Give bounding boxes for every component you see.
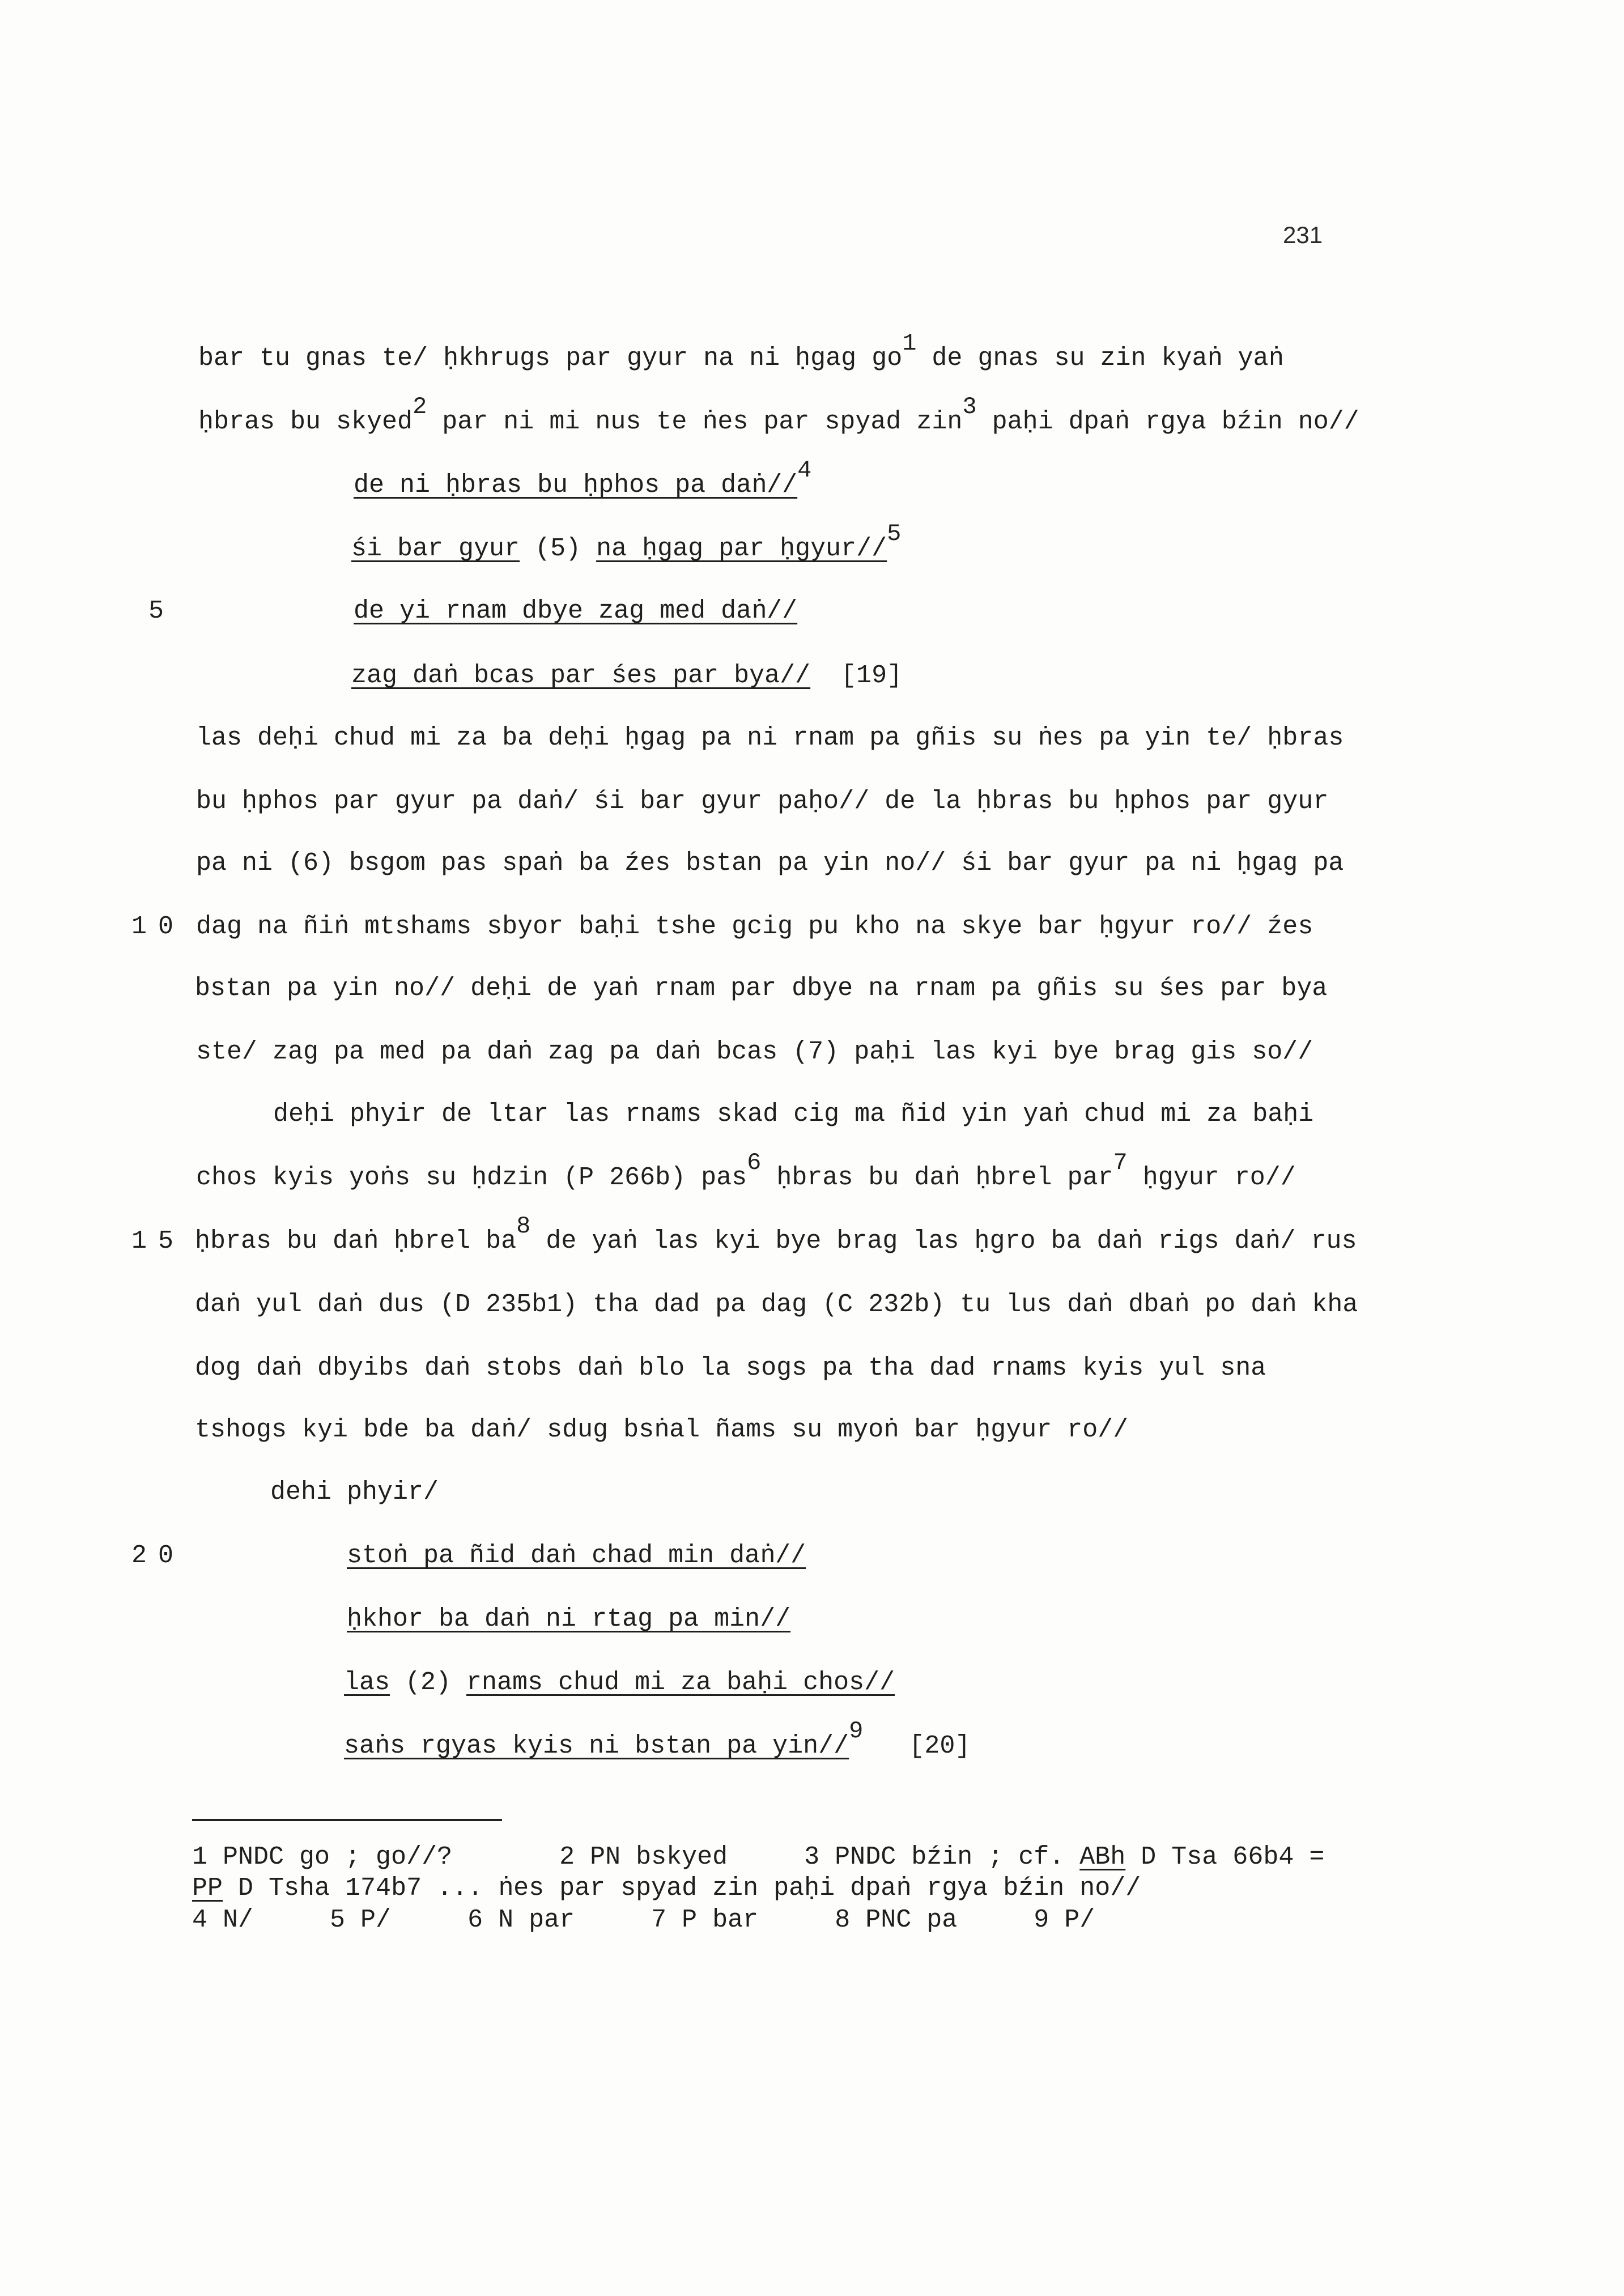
footnote-6: 6 N par — [467, 1906, 575, 1934]
text-segment: dehi phyir/ — [270, 1478, 439, 1507]
verse-text: las — [344, 1668, 390, 1697]
text-segment: ḥgyur ro// — [1127, 1163, 1296, 1192]
text-segment: deḥi phyir de ltar las rnams skad cig ma ñid yin yaṅ chud mi za baḥi — [273, 1100, 1314, 1129]
line-number: 5 — [148, 597, 164, 626]
page-reference: (2) — [405, 1668, 452, 1697]
verse-line — [347, 1540, 806, 1572]
footnote-line — [192, 1904, 1095, 1936]
text-segment: de gnas su zin kyaṅ yaṅ — [916, 344, 1284, 373]
footnote-3: 3 PNDC bźin ; cf. — [804, 1843, 1080, 1872]
text-segment: bstan pa yin no// deḥi de yaṅ rnam par dbye na rnam pa gñis su śes par bya — [195, 974, 1328, 1003]
text-segment: tshogs kyi bde ba daṅ/ sdug bsṅal ñams su myoṅ bar ḥgyur ro// — [195, 1415, 1129, 1444]
footnote-2: 2 PN bskyed — [559, 1843, 728, 1872]
verse-text: de yi rnam dbye zag med daṅ// — [354, 597, 798, 626]
footnote-line — [192, 1842, 1324, 1873]
verse-line — [344, 1717, 971, 1762]
prose-line — [196, 722, 1344, 754]
footnote-3-abbreviation: ABh — [1079, 1843, 1126, 1872]
text-segment: dag na ñiṅ mtshams sbyor baḥi tshe gcig pu kho na skye bar ḥgyur ro// źes — [196, 912, 1313, 941]
prose-line — [196, 1036, 1313, 1068]
footnote-8: 8 PNC pa — [835, 1906, 958, 1934]
footnote-mark: 4 — [797, 457, 812, 484]
prose-line — [195, 973, 1327, 1005]
line-number: 10 — [131, 912, 185, 941]
text-segment: bar tu gnas te/ ḥkhrugs par gyur na ni ḥgag go — [198, 344, 903, 373]
verse-text: de ni ḥbras bu ḥphos pa daṅ// — [354, 471, 798, 500]
text-segment: bu ḥphos par gyur pa daṅ/ śi bar gyur paḥo// de la ḥbras bu ḥphos par gyur — [196, 787, 1329, 816]
footnote-5: 5 P/ — [330, 1906, 392, 1934]
prose-line — [195, 1414, 1128, 1446]
text-segment: chos kyis yoṅs su ḥdzin (P 266b) pas — [196, 1163, 747, 1192]
text-segment: ḥbras bu daṅ ḥbrel par — [761, 1163, 1113, 1192]
text-segment: ḥbras bu skyed — [198, 407, 413, 436]
footnote-line — [192, 1873, 1141, 1904]
verse-line — [351, 520, 902, 565]
text-segment: pa ni (6) bsgom pas spaṅ ba źes bstan pa yin no// śi bar gyur pa ni ḥgag pa — [196, 849, 1344, 878]
footnote-mark: 9 — [849, 1717, 864, 1745]
line-number: 20 — [131, 1541, 185, 1570]
footnote-mark: 1 — [902, 330, 917, 357]
footnote-mark: 5 — [887, 520, 902, 547]
verse-text: stoṅ pa ñid daṅ chad min daṅ// — [347, 1541, 806, 1570]
footnote-mark: 6 — [747, 1149, 762, 1176]
footnote-rule — [192, 1819, 502, 1821]
paragraph-first-line — [270, 1477, 439, 1508]
page-number: 231 — [1283, 222, 1323, 248]
footnote-3: D Tsa 66b4 = — [1125, 1843, 1325, 1872]
text-segment: par ni mi nus te ṅes par spyad zin — [427, 407, 963, 436]
verse-text: śi bar gyur — [351, 534, 520, 563]
footnote-mark: 8 — [516, 1213, 531, 1240]
prose-line — [195, 1353, 1266, 1384]
footnote-1: 1 PNDC go ; go//? — [192, 1843, 453, 1872]
text-segment: dog daṅ dbyibs daṅ stobs daṅ blo la sogs pa tha dad rnams kyis yul sna — [195, 1354, 1266, 1383]
text-segment: de yaṅ las kyi bye brag las ḥgro ba daṅ rigs daṅ/ rus — [530, 1227, 1357, 1256]
prose-line — [198, 393, 1359, 438]
page-reference: (5) — [535, 534, 581, 563]
verse-text: zag daṅ bcas par śes par bya// — [351, 661, 811, 690]
footnote-mark: 2 — [413, 393, 427, 420]
footnote-mark: 7 — [1113, 1149, 1128, 1176]
text-segment: paḥi dpaṅ rgya bźin no// — [976, 407, 1359, 436]
verse-line — [344, 1667, 895, 1699]
verse-line — [347, 1604, 790, 1635]
verse-text: ḥkhor ba daṅ ni rtag pa min// — [347, 1605, 791, 1634]
text-segment: ste/ zag pa med pa daṅ zag pa daṅ bcas (7) paḥi las kyi bye brag gis so// — [196, 1038, 1313, 1066]
verse-line — [354, 596, 797, 627]
verse-text: rnams chud mi za baḥi chos// — [466, 1668, 895, 1697]
footnote-9: 9 P/ — [1034, 1906, 1095, 1934]
footnote-3-abbreviation: PP — [192, 1874, 223, 1903]
paragraph-first-line — [273, 1099, 1313, 1130]
verse-line — [351, 660, 902, 692]
verse-number: [20] — [909, 1732, 971, 1761]
prose-line — [196, 848, 1344, 879]
footnote-4: 4 N/ — [192, 1906, 254, 1934]
prose-line — [196, 786, 1328, 818]
prose-line — [195, 1213, 1357, 1257]
line-number: 15 — [131, 1227, 185, 1256]
verse-number: [19] — [841, 661, 903, 690]
text-segment: daṅ yul daṅ dus (D 235b1) tha dad pa dag (C 232b) tu lus daṅ dbaṅ po daṅ kha — [195, 1290, 1358, 1319]
footnote-7: 7 P bar — [651, 1906, 759, 1934]
prose-line — [198, 330, 1284, 375]
prose-line — [195, 1289, 1358, 1321]
footnote-3: D Tsha 174b7 ... ṅes par spyad zin paḥi dpaṅ rgya bźin no// — [223, 1874, 1141, 1903]
verse-text: saṅs rgyas kyis ni bstan pa yin// — [344, 1732, 849, 1761]
prose-line — [196, 911, 1313, 943]
footnote-mark: 3 — [962, 393, 977, 420]
verse-line — [354, 457, 812, 501]
text-segment: ḥbras bu daṅ ḥbrel ba — [195, 1227, 517, 1256]
verse-text: na ḥgag par ḥgyur// — [596, 534, 887, 563]
prose-line — [196, 1149, 1296, 1194]
text-segment: las deḥi chud mi za ba deḥi ḥgag pa ni rnam pa gñis su ṅes pa yin te/ ḥbras — [196, 724, 1344, 752]
